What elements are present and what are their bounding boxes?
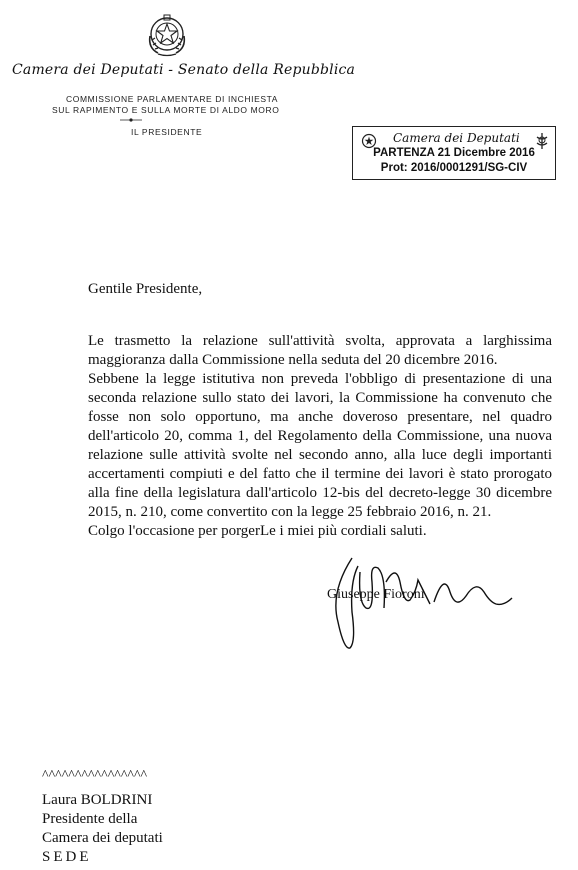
- recipient-marker: ^^^^^^^^^^^^^^^^: [42, 768, 148, 783]
- stamp-title: Camera dei Deputati: [393, 131, 520, 145]
- letter-paragraph: Le trasmetto la relazione sull'attività svolta, approvata a larghissima maggioranza dalla Commissione nella seduta del 20 dicembre 2016.: [88, 333, 552, 368]
- signatory-name: Giuseppe Fioroni: [327, 587, 425, 602]
- letter-paragraph: Sebbene la legge istitutiva non preveda l'obbligo di presentazione di una seconda relazione sullo stato dei lavori, la Commissione ha convenuto che fosse non solo opportuno, ma anche doveroso presentare, nel quadro dell'articolo 20, comma 1, del Regolamento della Commissione, una nuova relazione sulle attività svolte nel secondo anno, alla luce degli importanti accertamenti compiuti e del fatto che il termine dei lavori è stato prorogato alla fine della legislatura dall'articolo 12-bis del decreto-legge 30 dicembre 2015, n. 210, come convertito con la legge 25 febbraio 2016, n. 21.: [88, 371, 552, 520]
- letter-greeting: Gentile Presidente,: [88, 281, 203, 297]
- protocol-stamp: [352, 126, 556, 180]
- letter-paragraph: Colgo l'occasione per porgerLe i miei più cordiali saluti.: [88, 523, 427, 539]
- stamp-protocol-number: Prot: 2016/0001291/SG-CIV: [380, 162, 528, 174]
- recipient-name: Laura BOLDRINI: [42, 792, 153, 808]
- letterhead-role: IL PRESIDENTE: [131, 127, 203, 137]
- letterhead-divider: [120, 117, 142, 123]
- letter-body: [88, 332, 552, 541]
- recipient-role: Presidente della: [42, 811, 138, 827]
- handwritten-signature: [300, 552, 530, 662]
- recipient-institution: Camera dei deputati: [42, 830, 163, 846]
- recipient-location: SEDE: [42, 849, 92, 865]
- committee-name-line-1: COMMISSIONE PARLAMENTARE DI INCHIESTA: [66, 94, 279, 104]
- committee-name-line-2: SUL RAPIMENTO E SULLA MORTE DI ALDO MORO: [52, 105, 280, 115]
- letterhead-institutions: Camera dei Deputati - Senato della Repubblica: [12, 62, 356, 78]
- republic-emblem-icon: [144, 12, 190, 58]
- stamp-departure-date: PARTENZA 21 Dicembre 2016: [373, 147, 535, 159]
